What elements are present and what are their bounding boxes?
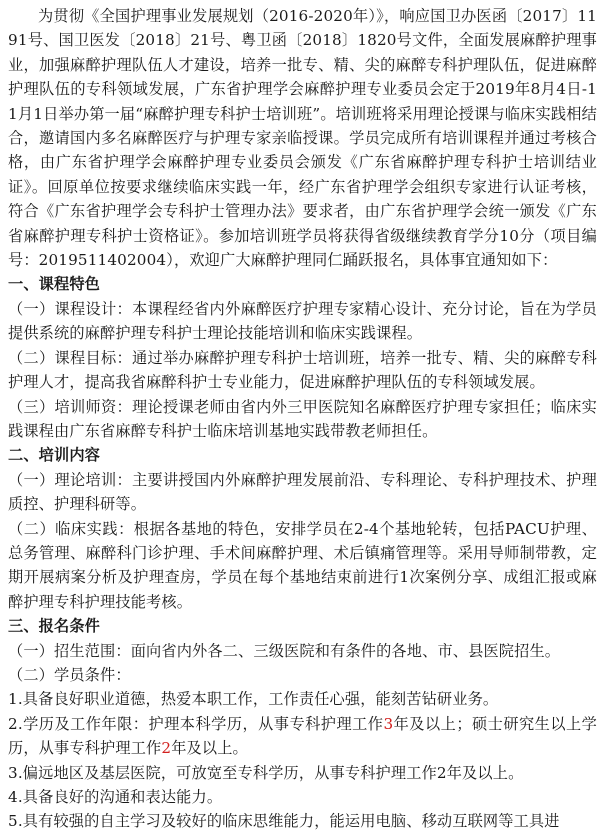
- condition-3: 3.偏远地区及基层医院，可放宽至专科学历，从事专科护理工作2年及以上。: [8, 763, 524, 782]
- trainee-conditions-heading: （二）学员条件：: [8, 665, 131, 684]
- theory-training-paragraph: （一）理论培训：主要讲授国内外麻醉护理发展前沿、专科理论、专科护理技术、护理质控、护理科研等。: [8, 470, 597, 514]
- faculty-paragraph: （三）培训师资：理论授课老师由省内外三甲医院知名麻醉医疗护理专家担任；临床实践课程由广东省麻醉专科护士临床培训基地实践带教老师担任。: [8, 397, 597, 440]
- intro-paragraph: 为贯彻《全国护理事业发展规划（2016-2020年）》，响应国卫办医函〔2017〕1191号、国卫医发〔2018〕21号、粤卫函〔2018〕1820号文件，全面发展麻醉护理事业，加强麻醉护理队伍人才建设，培养一批专、精、尖的麻醉专科护理队伍，促进麻醉护理队伍的专科领域发展，广东省护理学会麻醉护理专业委员会定于2019年8月4日-11月1日举办第一届“麻醉护理专科护士培训班”。培训班将采用理论授课与临床实践相结合，邀请国内多名麻醉医疗与护理专家亲临授课。学员完成所有培训课程并通过考核合格，由广东省护理学会麻醉护理专业委员会颁发《广东省麻醉护理专科护士培训结业证》。回原单位按要求继续临床实践一年，经广东省护理学会组织专家进行认证考核，符合《广东省护理学会专科护士管理办法》要求者，由广东省护理学会统一颁发《广东省麻醉护理专科护士资格证》。参加培训班学员将获得省级继续教育学分10分（项目编号：2019511402004），欢迎广大麻醉护理同仁踊跃报名，具体事宜通知如下：: [8, 7, 597, 270]
- condition-2-text-a: 2.学历及工作年限：护理本科学历，从事专科护理工作: [8, 714, 384, 733]
- course-design-paragraph: （一）课程设计：本课程经省内外麻醉医疗护理专家精心设计、充分讨论，旨在为学员提供系统的麻醉护理专科护士理论技能培训和临床实践课程。: [8, 299, 597, 343]
- condition-2-years-master: 2: [161, 739, 172, 758]
- condition-1: 1.具备良好职业道德，热爱本职工作，工作责任心强，能刻苦钻研业务。: [8, 690, 499, 709]
- condition-5: 5.具有较强的自主学习及较好的临床思维能力，能运用电脑、移动互联网等工具进: [8, 812, 560, 831]
- section-heading-requirements: 三、报名条件: [8, 617, 101, 636]
- condition-2-years-bachelor: 3: [383, 714, 394, 733]
- course-goal-paragraph: （二）课程目标：通过举办麻醉护理专科护士培训班，培养一批专、精、尖的麻醉专科护理人才，提高我省麻醉科护士专业能力，促进麻醉护理队伍的专科领域发展。: [8, 348, 597, 392]
- condition-2: [8, 712, 597, 761]
- condition-2-text-b: 年及以上；硕士研究生以上学历，从事专科护理工作: [8, 714, 597, 758]
- clinical-practice-paragraph: （二）临床实践：根据各基地的特色，安排学员在2-4个基地轮转，包括PACU护理、总务管理、麻醉科门诊护理、手术间麻醉护理、术后镇痛管理等。采用导师制带教，定期开展病案分析及护理查房，学员在每个基地结束前进行1次案例分享、成组汇报或麻醉护理专科护理技能考核。: [8, 519, 597, 611]
- section-heading-training-content: 二、培训内容: [8, 446, 101, 465]
- enrollment-scope-paragraph: （一）招生范围：面向省内外各二、三级医院和有条件的各地、市、县医院招生。: [8, 641, 561, 660]
- condition-2-text-c: 年及以上。: [171, 739, 248, 758]
- section-heading-course-features: 一、课程特色: [8, 275, 101, 294]
- condition-4: 4.具备良好的沟通和表达能力。: [8, 788, 223, 806]
